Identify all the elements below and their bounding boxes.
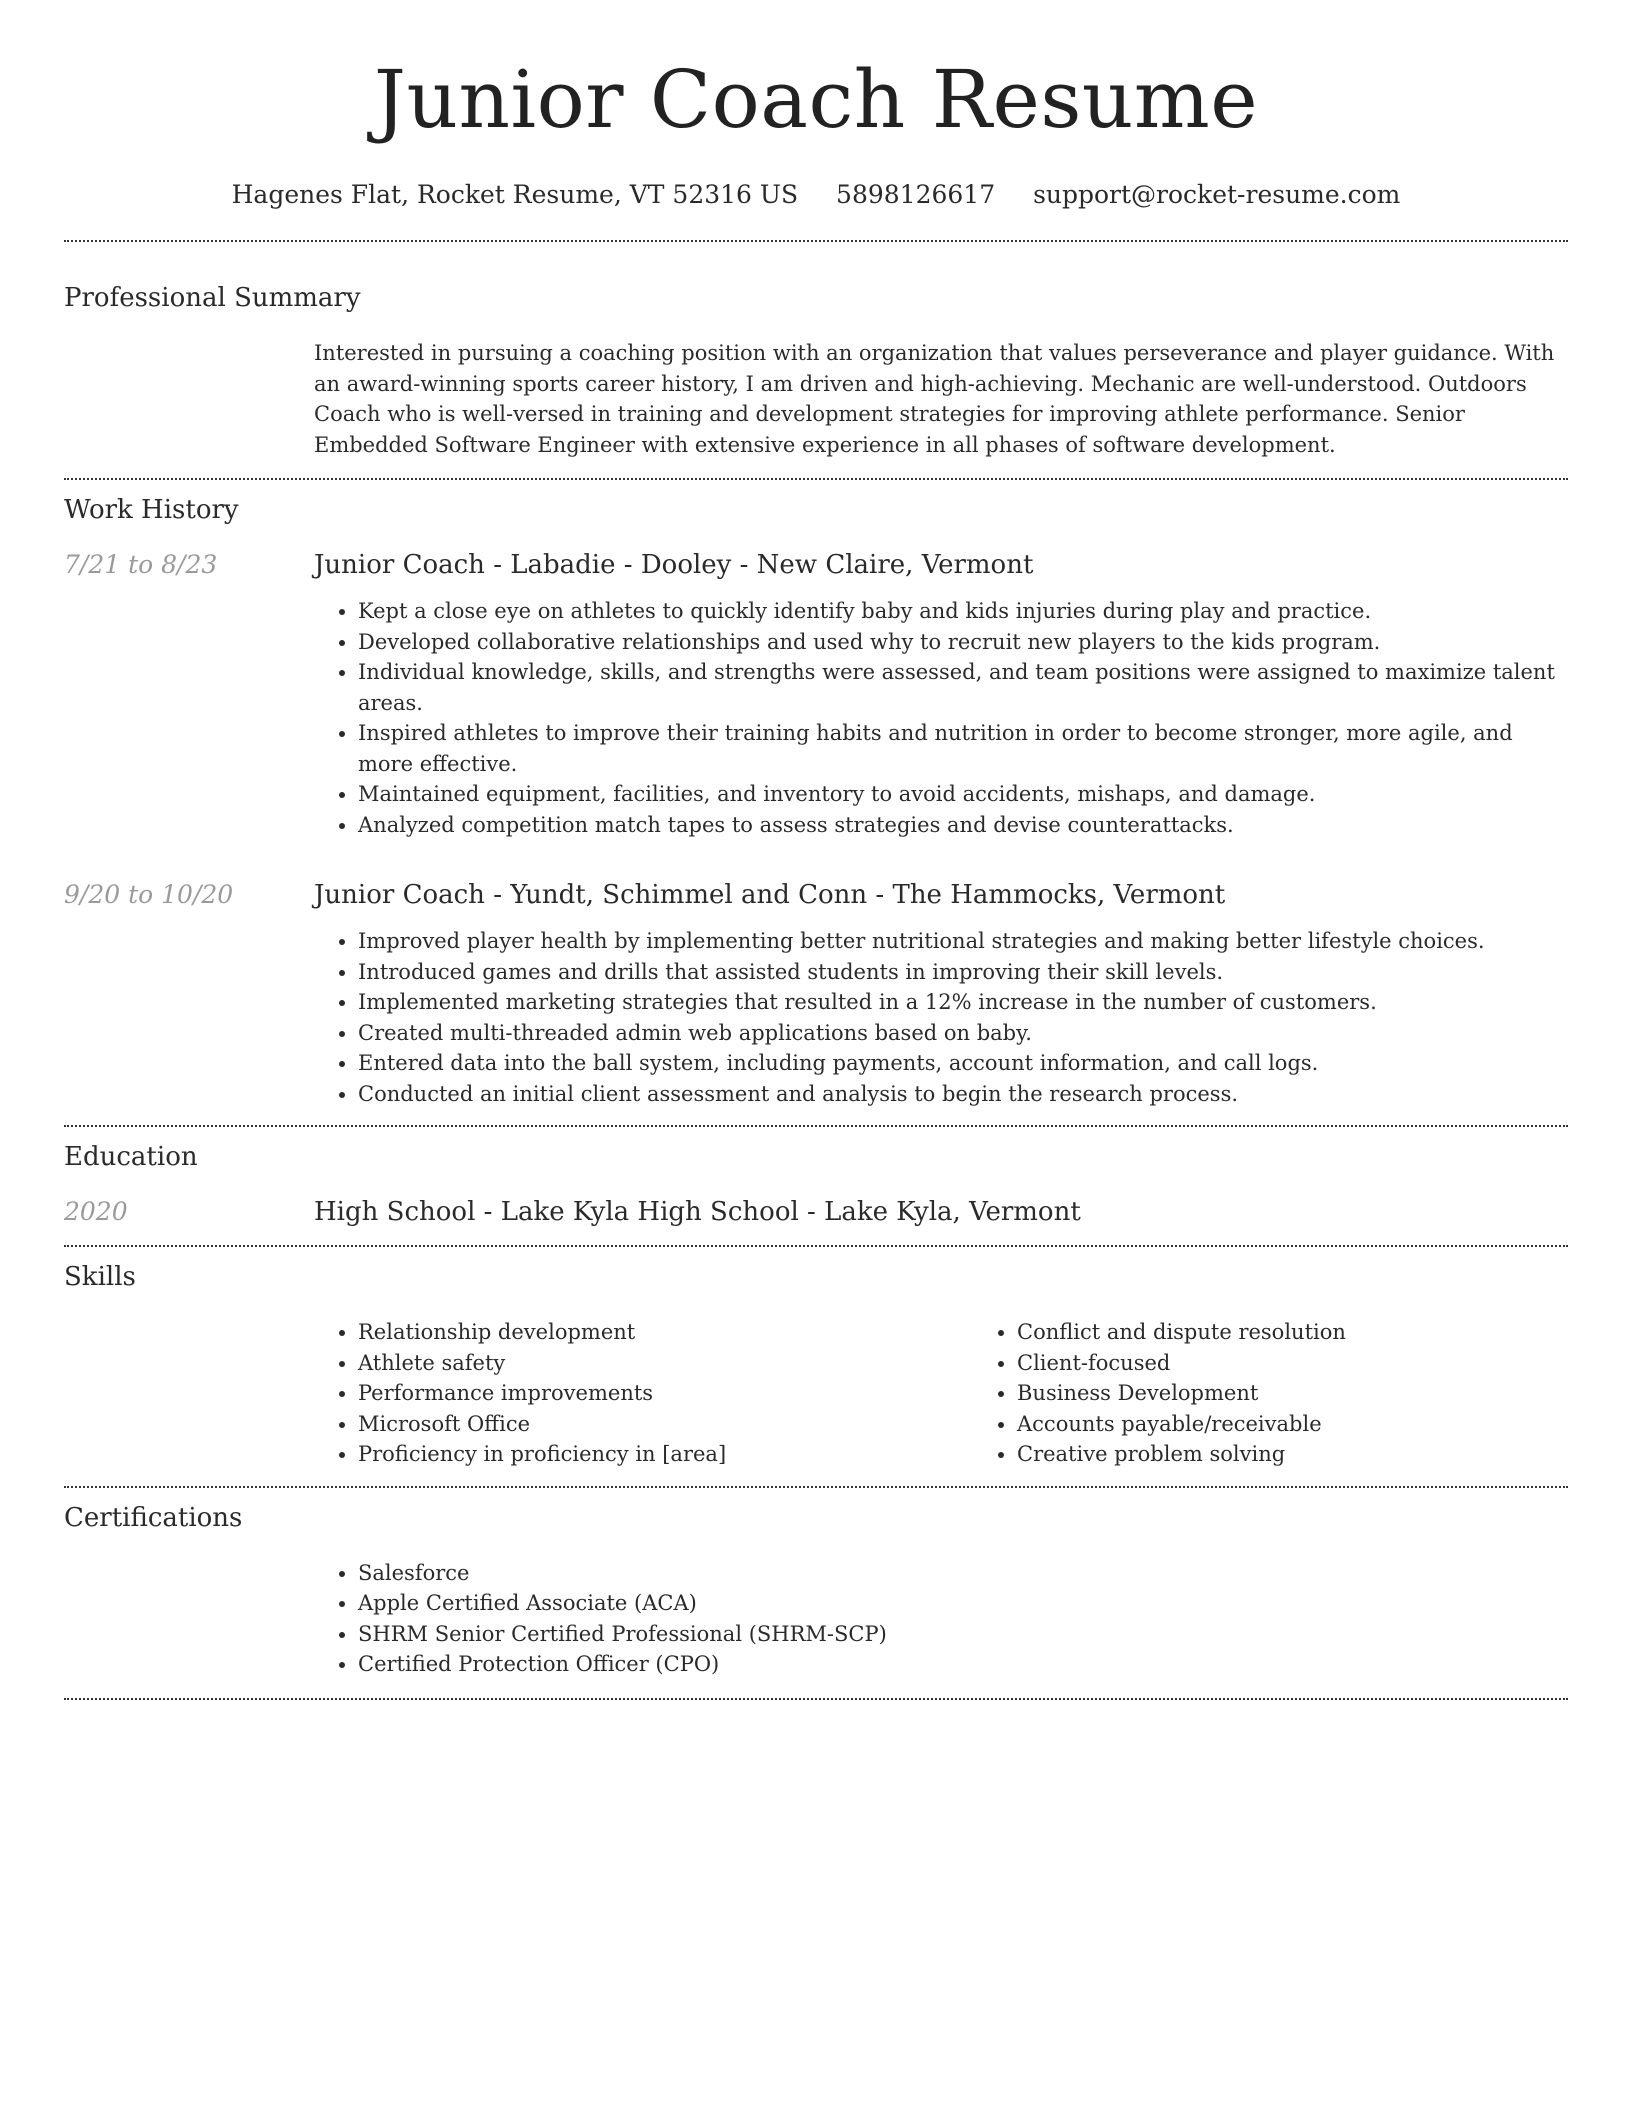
list-item: • Individual knowledge, skills, and strengths were assessed, and team positions were assigned to maximize talent areas. [358, 657, 1568, 718]
divider [64, 478, 1568, 480]
work-history-heading: Work History [64, 495, 239, 525]
list-item: • Analyzed competition match tapes to assess strategies and devise counterattacks. [358, 810, 1568, 841]
list-item: • Developed collaborative relationships and used why to recruit new players to the kids program. [358, 627, 1568, 658]
work-history-section [64, 494, 1568, 1109]
list-item: • Conducted an initial client assessment and analysis to begin the research process. [358, 1079, 1568, 1110]
list-item: • Entered data into the ball system, including payments, account information, and call logs. [358, 1048, 1568, 1079]
contact-phone: 5898126617 [836, 180, 996, 209]
list-item: • Certified Protection Officer (CPO) [358, 1649, 1568, 1680]
certifications-section [64, 1502, 1568, 1680]
skills-list-left [314, 1317, 973, 1470]
list-item: • Client-focused [1017, 1348, 1632, 1379]
list-item: • Apple Certified Associate (ACA) [358, 1588, 1568, 1619]
skills-heading: Skills [64, 1262, 136, 1292]
list-item: • Improved player health by implementing better nutritional strategies and making better lifestyle choices. [358, 926, 1568, 957]
list-item: • Performance improvements [358, 1378, 973, 1409]
divider [64, 1245, 1568, 1247]
list-item: • Proficiency in proficiency in [area] [358, 1439, 973, 1470]
job-bullets [314, 926, 1568, 1109]
job-entry [64, 550, 1568, 840]
certifications-heading: Certifications [64, 1502, 243, 1533]
contact-email: support@rocket-resume.com [1033, 180, 1401, 209]
contact-address: Hagenes Flat, Rocket Resume, VT 52316 US [231, 180, 799, 209]
education-date: 2020 [64, 1197, 128, 1226]
summary-section [64, 282, 1568, 460]
contact-line [64, 178, 1568, 212]
job-title: Junior Coach - Labadie - Dooley - New Claire, Vermont [314, 550, 1034, 580]
list-item: • Maintained equipment, facilities, and inventory to avoid accidents, mishaps, and damage. [358, 779, 1568, 810]
list-item: • Introduced games and drills that assisted students in improving their skill levels. [358, 957, 1568, 988]
summary-heading: Professional Summary [64, 283, 361, 313]
list-item: • Created multi-threaded admin web applications based on baby. [358, 1018, 1568, 1049]
certifications-list [314, 1558, 1568, 1680]
list-item: • Conflict and dispute resolution [1017, 1317, 1632, 1348]
list-item: • Athlete safety [358, 1348, 973, 1379]
education-title: High School - Lake Kyla High School - Lake Kyla, Vermont [314, 1197, 1081, 1227]
list-item: • Kept a close eye on athletes to quickly identify baby and kids injuries during play and practice. [358, 596, 1568, 627]
list-item: • Microsoft Office [358, 1409, 973, 1440]
list-item: • Salesforce [358, 1558, 1568, 1589]
list-item: • Accounts payable/receivable [1017, 1409, 1632, 1440]
list-item: • Inspired athletes to improve their training habits and nutrition in order to become stronger, more agile, and more effective. [358, 718, 1568, 779]
list-item: • Implemented marketing strategies that resulted in a 12% increase in the number of customers. [358, 987, 1568, 1018]
education-section [64, 1141, 1568, 1227]
divider [64, 1125, 1568, 1127]
list-item: • Creative problem solving [1017, 1439, 1632, 1470]
job-title: Junior Coach - Yundt, Schimmel and Conn - The Hammocks, Vermont [314, 880, 1226, 910]
education-entry [64, 1197, 1568, 1227]
summary-text: Interested in pursuing a coaching position with an organization that values perseverance and player guidance. With an award-winning sports career history, I am driven and high-achieving. Mechanic are well-understood. Outdoors Coach who is well-versed in training and development strategies for improving athlete performance. Senior Embedded Software Engineer with extensive experience in all phases of software development. [314, 341, 1555, 457]
job-date: 9/20 to 10/20 [64, 880, 234, 909]
job-date: 7/21 to 8/23 [64, 550, 218, 579]
list-item: • Relationship development [358, 1317, 973, 1348]
divider [64, 240, 1568, 242]
resume-title: Junior Coach Resume [373, 53, 1259, 146]
job-bullets [314, 596, 1568, 840]
divider [64, 1486, 1568, 1488]
job-entry [64, 880, 1568, 1109]
education-heading: Education [64, 1142, 198, 1172]
divider [64, 1698, 1568, 1700]
list-item: • Business Development [1017, 1378, 1632, 1409]
skills-section [64, 1261, 1568, 1470]
list-item: • SHRM Senior Certified Professional (SHRM-SCP) [358, 1619, 1568, 1650]
skills-list-right [973, 1317, 1632, 1470]
